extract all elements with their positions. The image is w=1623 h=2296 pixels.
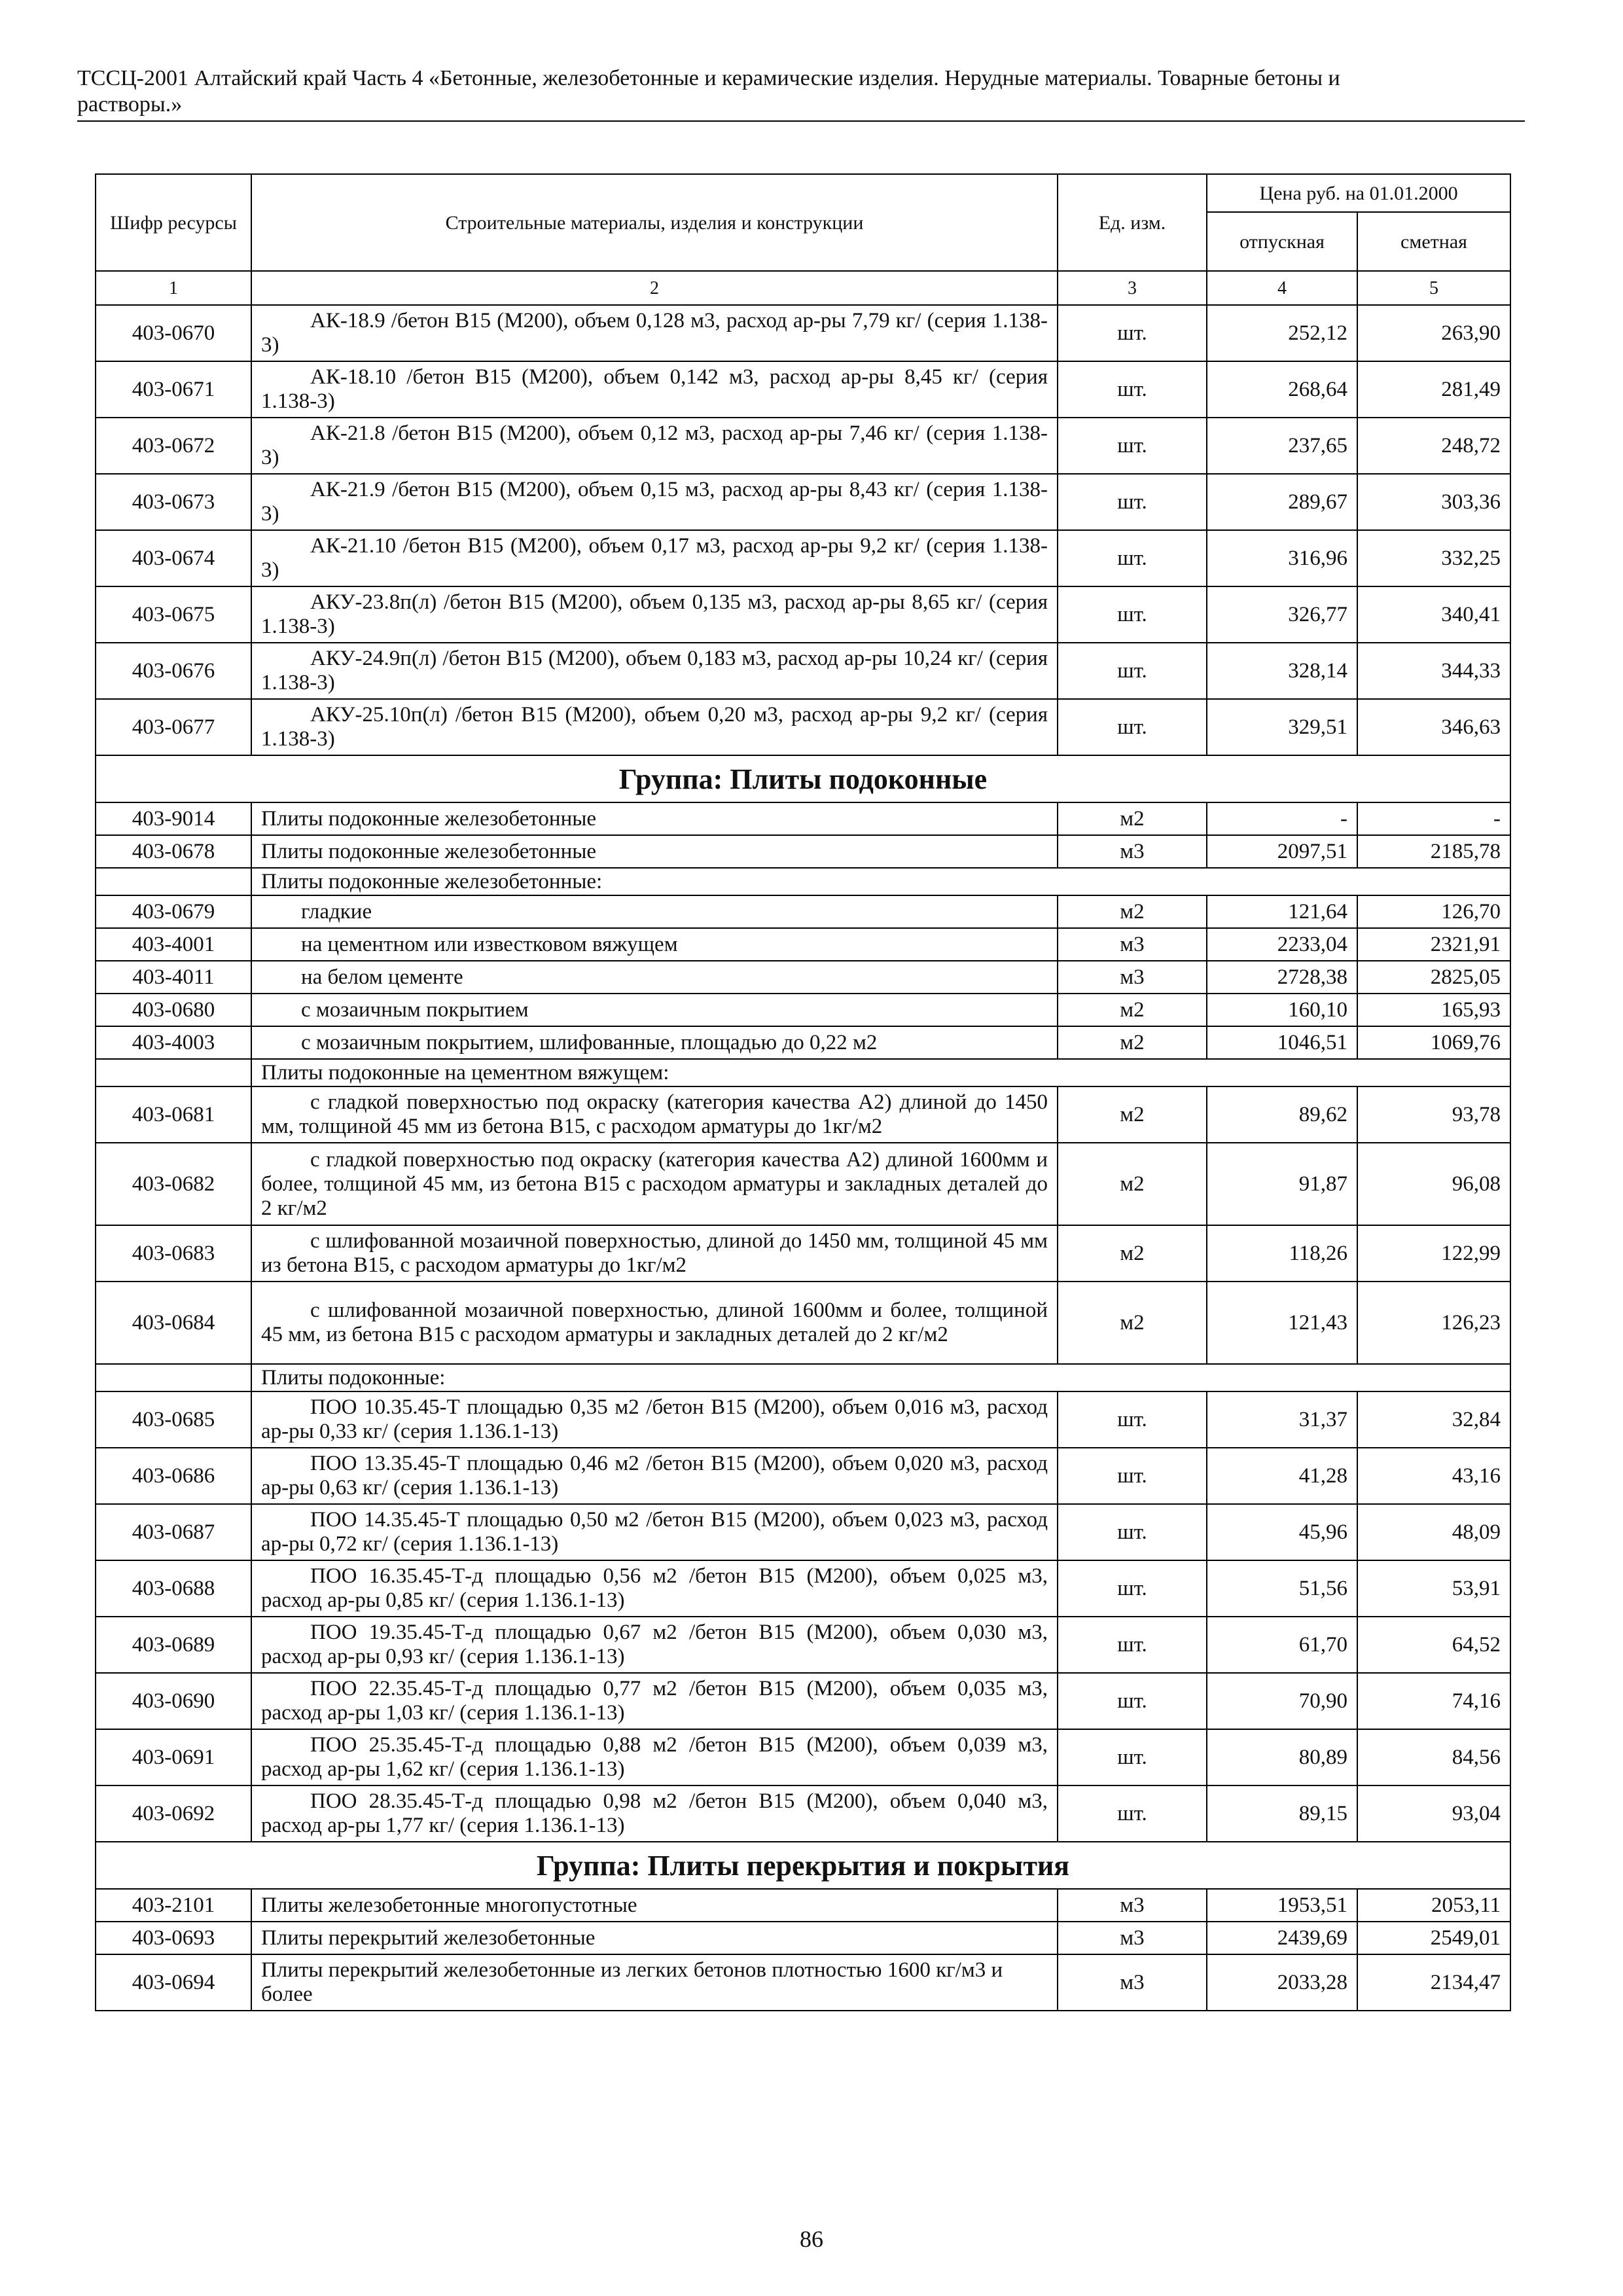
material-name: на белом цементе: [301, 965, 463, 989]
estimate-price: 126,70: [1357, 895, 1510, 928]
unit-of-measure: шт.: [1058, 1560, 1207, 1617]
material-name-cell: [251, 1729, 1058, 1785]
table-row: [96, 1785, 1510, 1842]
unit-of-measure: м2: [1058, 1225, 1207, 1282]
estimate-price: 2053,11: [1357, 1889, 1510, 1922]
release-price: 70,90: [1207, 1673, 1357, 1729]
release-price: 252,12: [1207, 305, 1357, 361]
unit-of-measure: шт.: [1058, 1391, 1207, 1448]
estimate-price: 2549,01: [1357, 1922, 1510, 1954]
unit-of-measure: шт.: [1058, 1504, 1207, 1560]
unit-of-measure: шт.: [1058, 530, 1207, 586]
release-price: 268,64: [1207, 361, 1357, 418]
resource-code: 403-0671: [96, 361, 251, 418]
unit-of-measure: шт.: [1058, 1617, 1207, 1673]
material-name: ПОО 14.35.45-Т площадью 0,50 м2 /бетон В15 (М200), объем 0,023 м3, расход ар-ры 0,72 кг/ (серия 1.136.1-13): [261, 1508, 1048, 1556]
table-row: [96, 1617, 1510, 1673]
table-row: [96, 1729, 1510, 1785]
group-title: Группа: Плиты перекрытия и покрытия: [96, 1842, 1510, 1889]
material-name: АКУ-24.9п(л) /бетон В15 (М200), объем 0,183 м3, расход ар-ры 10,24 кг/ (серия 1.138-3): [261, 647, 1048, 694]
estimate-price: 344,33: [1357, 643, 1510, 699]
table-row: [96, 1391, 1510, 1448]
estimate-price: 2185,78: [1357, 835, 1510, 868]
estimate-price: 122,99: [1357, 1225, 1510, 1282]
subgroup-caption-row: [96, 868, 1510, 895]
unit-of-measure: шт.: [1058, 418, 1207, 474]
table-row: [96, 1954, 1510, 2011]
empty-cell: [96, 1364, 251, 1391]
material-name: ПОО 28.35.45-Т-д площадью 0,98 м2 /бетон В15 (М200), объем 0,040 м3, расход ар-ры 1,77 кг/ (серия 1.136.1-13): [261, 1789, 1048, 1837]
material-name-cell: [251, 530, 1058, 586]
material-name: с мозаичным покрытием: [301, 997, 529, 1022]
material-name: ПОО 16.35.45-Т-д площадью 0,56 м2 /бетон В15 (М200), объем 0,025 м3, расход ар-ры 0,85 кг/ (серия 1.136.1-13): [261, 1564, 1048, 1612]
release-price: 89,62: [1207, 1086, 1357, 1143]
estimate-price: 1069,76: [1357, 1026, 1510, 1059]
release-price: 237,65: [1207, 418, 1357, 474]
resource-code: 403-0682: [96, 1143, 251, 1225]
material-name: АК-21.8 /бетон В15 (М200), объем 0,12 м3, расход ар-ры 7,46 кг/ (серия 1.138-3): [261, 422, 1048, 469]
release-price: 2439,69: [1207, 1922, 1357, 1954]
subgroup-caption: Плиты подоконные:: [251, 1364, 1510, 1391]
table-row: [96, 361, 1510, 418]
unit-of-measure: шт.: [1058, 1785, 1207, 1842]
estimate-price: 165,93: [1357, 994, 1510, 1026]
unit-of-measure: шт.: [1058, 361, 1207, 418]
material-name-cell: [251, 1143, 1058, 1225]
release-price: 121,64: [1207, 895, 1357, 928]
material-name-cell: [251, 1673, 1058, 1729]
release-price: 316,96: [1207, 530, 1357, 586]
estimate-price: 2134,47: [1357, 1954, 1510, 2011]
release-price: 61,70: [1207, 1617, 1357, 1673]
column-number: 2: [251, 271, 1058, 305]
resource-code: 403-0676: [96, 643, 251, 699]
material-name-cell: [251, 1391, 1058, 1448]
resource-code: 403-0686: [96, 1448, 251, 1504]
unit-of-measure: м3: [1058, 1889, 1207, 1922]
material-name-cell: [251, 928, 1058, 961]
material-name-cell: [251, 361, 1058, 418]
estimate-price: 346,63: [1357, 699, 1510, 755]
table-row: [96, 961, 1510, 994]
header-rule: [77, 120, 1525, 122]
material-name: с гладкой поверхностью под окраску (категория качества А2) длиной 1600мм и более, толщиной 45 мм, из бетона В15 с расходом арматуры и закладных деталей до 2 кг/м2: [261, 1147, 1048, 1220]
column-numbers-row: [96, 271, 1510, 305]
material-name: АК-21.9 /бетон В15 (М200), объем 0,15 м3, расход ар-ры 8,43 кг/ (серия 1.138-3): [261, 478, 1048, 526]
estimate-price: 93,78: [1357, 1086, 1510, 1143]
material-name: Плиты перекрытий железобетонные: [261, 1926, 596, 1950]
resource-code: 403-4003: [96, 1026, 251, 1059]
unit-of-measure: м2: [1058, 994, 1207, 1026]
estimate-price: 340,41: [1357, 586, 1510, 643]
resource-code: 403-0674: [96, 530, 251, 586]
material-name: АК-21.10 /бетон В15 (М200), объем 0,17 м3, расход ар-ры 9,2 кг/ (серия 1.138-3): [261, 534, 1048, 582]
table-row: [96, 802, 1510, 835]
unit-of-measure: м2: [1058, 802, 1207, 835]
table-row: [96, 305, 1510, 361]
material-name-cell: [251, 418, 1058, 474]
header-unit: Ед. изм.: [1058, 174, 1207, 271]
unit-of-measure: м2: [1058, 1143, 1207, 1225]
estimate-price: 248,72: [1357, 418, 1510, 474]
column-number: 4: [1207, 271, 1357, 305]
empty-cell: [96, 868, 251, 895]
table-row: [96, 1560, 1510, 1617]
release-price: 328,14: [1207, 643, 1357, 699]
estimate-price: 84,56: [1357, 1729, 1510, 1785]
material-name: ПОО 19.35.45-Т-д площадью 0,67 м2 /бетон В15 (М200), объем 0,030 м3, расход ар-ры 0,93 кг/ (серия 1.136.1-13): [261, 1621, 1048, 1668]
release-price: 2728,38: [1207, 961, 1357, 994]
material-name: Плиты перекрытий железобетонные из легких бетонов плотностью 1600 кг/м3 и более: [261, 1958, 1003, 2006]
material-name: ПОО 25.35.45-Т-д площадью 0,88 м2 /бетон В15 (М200), объем 0,039 м3, расход ар-ры 1,62 кг/ (серия 1.136.1-13): [261, 1733, 1048, 1781]
release-price: 326,77: [1207, 586, 1357, 643]
table-row: [96, 586, 1510, 643]
table-row: [96, 530, 1510, 586]
group-header-row: [96, 1842, 1510, 1889]
table-row: [96, 1504, 1510, 1560]
unit-of-measure: шт.: [1058, 643, 1207, 699]
estimate-price: 126,23: [1357, 1282, 1510, 1364]
unit-of-measure: м3: [1058, 835, 1207, 868]
unit-of-measure: м2: [1058, 1282, 1207, 1364]
material-name: на цементном или известковом вяжущем: [301, 932, 678, 956]
page-number: 86: [800, 2226, 823, 2252]
release-price: 160,10: [1207, 994, 1357, 1026]
resource-code: 403-0678: [96, 835, 251, 868]
material-name-cell: [251, 305, 1058, 361]
subgroup-caption: Плиты подоконные железобетонные:: [251, 868, 1510, 895]
unit-of-measure: м3: [1058, 1922, 1207, 1954]
resource-code: 403-0690: [96, 1673, 251, 1729]
header-estimate-price: сметная: [1357, 212, 1510, 271]
table-row: [96, 474, 1510, 530]
estimate-price: 74,16: [1357, 1673, 1510, 1729]
resource-code: 403-0672: [96, 418, 251, 474]
material-name: Плиты подоконные железобетонные: [261, 806, 597, 831]
release-price: 329,51: [1207, 699, 1357, 755]
table-row: [96, 1282, 1510, 1364]
group-title: Группа: Плиты подоконные: [96, 755, 1510, 802]
price-table: [95, 173, 1511, 2011]
unit-of-measure: шт.: [1058, 474, 1207, 530]
resource-code: 403-0688: [96, 1560, 251, 1617]
estimate-price: 43,16: [1357, 1448, 1510, 1504]
unit-of-measure: шт.: [1058, 699, 1207, 755]
material-name: АК-18.9 /бетон В15 (М200), объем 0,128 м3, расход ар-ры 7,79 кг/ (серия 1.138-3): [261, 309, 1048, 357]
subgroup-caption: Плиты подоконные на цементном вяжущем:: [251, 1059, 1510, 1086]
unit-of-measure: шт.: [1058, 1673, 1207, 1729]
release-price: 41,28: [1207, 1448, 1357, 1504]
resource-code: 403-0689: [96, 1617, 251, 1673]
material-name: ПОО 10.35.45-Т площадью 0,35 м2 /бетон В15 (М200), объем 0,016 м3, расход ар-ры 0,33 кг/ (серия 1.136.1-13): [261, 1395, 1048, 1443]
material-name-cell: [251, 1086, 1058, 1143]
material-name: ПОО 13.35.45-Т площадью 0,46 м2 /бетон В15 (М200), объем 0,020 м3, расход ар-ры 0,63 кг/ (серия 1.136.1-13): [261, 1452, 1048, 1499]
table-row: [96, 895, 1510, 928]
material-name-cell: [251, 1448, 1058, 1504]
release-price: 45,96: [1207, 1504, 1357, 1560]
table-row: [96, 1922, 1510, 1954]
material-name-cell: [251, 994, 1058, 1026]
unit-of-measure: м2: [1058, 1026, 1207, 1059]
material-name-cell: [251, 586, 1058, 643]
estimate-price: 32,84: [1357, 1391, 1510, 1448]
table-row: [96, 1673, 1510, 1729]
estimate-price: 332,25: [1357, 530, 1510, 586]
release-price: 121,43: [1207, 1282, 1357, 1364]
material-name-cell: [251, 1954, 1058, 2011]
estimate-price: 53,91: [1357, 1560, 1510, 1617]
unit-of-measure: м3: [1058, 961, 1207, 994]
unit-of-measure: шт.: [1058, 1448, 1207, 1504]
resource-code: 403-4011: [96, 961, 251, 994]
table-row: [96, 835, 1510, 868]
resource-code: 403-0693: [96, 1922, 251, 1954]
material-name: гладкие: [301, 899, 372, 924]
material-name-cell: [251, 895, 1058, 928]
material-name-cell: [251, 835, 1058, 868]
material-name: с шлифованной мозаичной поверхностью, длиной 1600мм и более, толщиной 45 мм, из бетона В15 с расходом арматуры и закладных деталей до 2 кг/м2: [261, 1299, 1048, 1346]
resource-code: 403-0694: [96, 1954, 251, 2011]
release-price: 1953,51: [1207, 1889, 1357, 1922]
release-price: 118,26: [1207, 1225, 1357, 1282]
estimate-price: 303,36: [1357, 474, 1510, 530]
release-price: -: [1207, 802, 1357, 835]
material-name: АКУ-23.8п(л) /бетон В15 (М200), объем 0,135 м3, расход ар-ры 8,65 кг/ (серия 1.138-3): [261, 590, 1048, 638]
column-number: 1: [96, 271, 251, 305]
unit-of-measure: шт.: [1058, 1729, 1207, 1785]
material-name-cell: [251, 1026, 1058, 1059]
estimate-price: 93,04: [1357, 1785, 1510, 1842]
resource-code: 403-0680: [96, 994, 251, 1026]
unit-of-measure: м2: [1058, 1086, 1207, 1143]
subgroup-caption-row: [96, 1059, 1510, 1086]
release-price: 51,56: [1207, 1560, 1357, 1617]
header-release-price: отпускная: [1207, 212, 1357, 271]
resource-code: 403-9014: [96, 802, 251, 835]
resource-code: 403-0684: [96, 1282, 251, 1364]
table-row: [96, 418, 1510, 474]
material-name-cell: [251, 961, 1058, 994]
release-price: 89,15: [1207, 1785, 1357, 1842]
material-name-cell: [251, 699, 1058, 755]
resource-code: 403-0679: [96, 895, 251, 928]
header-line-2: растворы.»: [77, 92, 183, 117]
table-row: [96, 928, 1510, 961]
resource-code: 403-0673: [96, 474, 251, 530]
resource-code: 403-0681: [96, 1086, 251, 1143]
resource-code: 403-0685: [96, 1391, 251, 1448]
material-name-cell: [251, 643, 1058, 699]
material-name: с мозаичным покрытием, шлифованные, площадью до 0,22 м2: [301, 1030, 878, 1054]
material-name-cell: [251, 1617, 1058, 1673]
material-name: с гладкой поверхностью под окраску (категория качества А2) длиной до 1450 мм, толщиной 45 мм из бетона В15, с расходом арматуры до 1кг/м2: [261, 1090, 1048, 1138]
estimate-price: 48,09: [1357, 1504, 1510, 1560]
material-name-cell: [251, 1504, 1058, 1560]
material-name: АК-18.10 /бетон В15 (М200), объем 0,142 м3, расход ар-ры 8,45 кг/ (серия 1.138-3): [261, 365, 1048, 413]
material-name-cell: [251, 1225, 1058, 1282]
table-row: [96, 994, 1510, 1026]
release-price: 2033,28: [1207, 1954, 1357, 2011]
material-name: Плиты железобетонные многопустотные: [261, 1893, 637, 1917]
unit-of-measure: м3: [1058, 1954, 1207, 2011]
release-price: 2097,51: [1207, 835, 1357, 868]
material-name: АКУ-25.10п(л) /бетон В15 (М200), объем 0,20 м3, расход ар-ры 9,2 кг/ (серия 1.138-3): [261, 703, 1048, 751]
release-price: 2233,04: [1207, 928, 1357, 961]
header-name: Строительные материалы, изделия и конструкции: [251, 174, 1058, 271]
release-price: 80,89: [1207, 1729, 1357, 1785]
resource-code: 403-4001: [96, 928, 251, 961]
resource-code: 403-0683: [96, 1225, 251, 1282]
header-price-group: Цена руб. на 01.01.2000: [1207, 174, 1510, 212]
column-number: 5: [1357, 271, 1510, 305]
estimate-price: 64,52: [1357, 1617, 1510, 1673]
material-name: с шлифованной мозаичной поверхностью, длиной до 1450 мм, толщиной 45 мм из бетона В15, с расходом арматуры до 1кг/м2: [261, 1229, 1048, 1277]
header-code: Шифр ресурсы: [96, 174, 251, 271]
release-price: 289,67: [1207, 474, 1357, 530]
table-row: [96, 1225, 1510, 1282]
material-name: Плиты подоконные железобетонные: [261, 839, 597, 863]
unit-of-measure: м2: [1058, 895, 1207, 928]
document-header: [77, 65, 1525, 118]
release-price: 1046,51: [1207, 1026, 1357, 1059]
resource-code: 403-0677: [96, 699, 251, 755]
unit-of-measure: шт.: [1058, 305, 1207, 361]
resource-code: 403-0691: [96, 1729, 251, 1785]
table-row: [96, 699, 1510, 755]
table-row: [96, 643, 1510, 699]
material-name-cell: [251, 1922, 1058, 1954]
estimate-price: 2825,05: [1357, 961, 1510, 994]
group-header-row: [96, 755, 1510, 802]
material-name-cell: [251, 1560, 1058, 1617]
estimate-price: 96,08: [1357, 1143, 1510, 1225]
release-price: 31,37: [1207, 1391, 1357, 1448]
subgroup-caption-row: [96, 1364, 1510, 1391]
table-row: [96, 1889, 1510, 1922]
material-name-cell: [251, 1282, 1058, 1364]
resource-code: 403-2101: [96, 1889, 251, 1922]
table-row: [96, 1086, 1510, 1143]
estimate-price: -: [1357, 802, 1510, 835]
material-name: ПОО 22.35.45-Т-д площадью 0,77 м2 /бетон В15 (М200), объем 0,035 м3, расход ар-ры 1,03 кг/ (серия 1.136.1-13): [261, 1677, 1048, 1725]
header-line-1: ТССЦ-2001 Алтайский край Часть 4 «Бетонные, железобетонные и керамические изделия. Нерудные материалы. Товарные бетоны и: [77, 66, 1340, 90]
release-price: 91,87: [1207, 1143, 1357, 1225]
table-row: [96, 1448, 1510, 1504]
material-name-cell: [251, 474, 1058, 530]
table-row: [96, 1143, 1510, 1225]
estimate-price: 263,90: [1357, 305, 1510, 361]
unit-of-measure: м3: [1058, 928, 1207, 961]
estimate-price: 2321,91: [1357, 928, 1510, 961]
estimate-price: 281,49: [1357, 361, 1510, 418]
material-name-cell: [251, 1889, 1058, 1922]
column-number: 3: [1058, 271, 1207, 305]
empty-cell: [96, 1059, 251, 1086]
material-name-cell: [251, 802, 1058, 835]
material-name-cell: [251, 1785, 1058, 1842]
resource-code: 403-0675: [96, 586, 251, 643]
table-row: [96, 1026, 1510, 1059]
resource-code: 403-0670: [96, 305, 251, 361]
resource-code: 403-0692: [96, 1785, 251, 1842]
unit-of-measure: шт.: [1058, 586, 1207, 643]
resource-code: 403-0687: [96, 1504, 251, 1560]
table-body: [96, 305, 1510, 2011]
